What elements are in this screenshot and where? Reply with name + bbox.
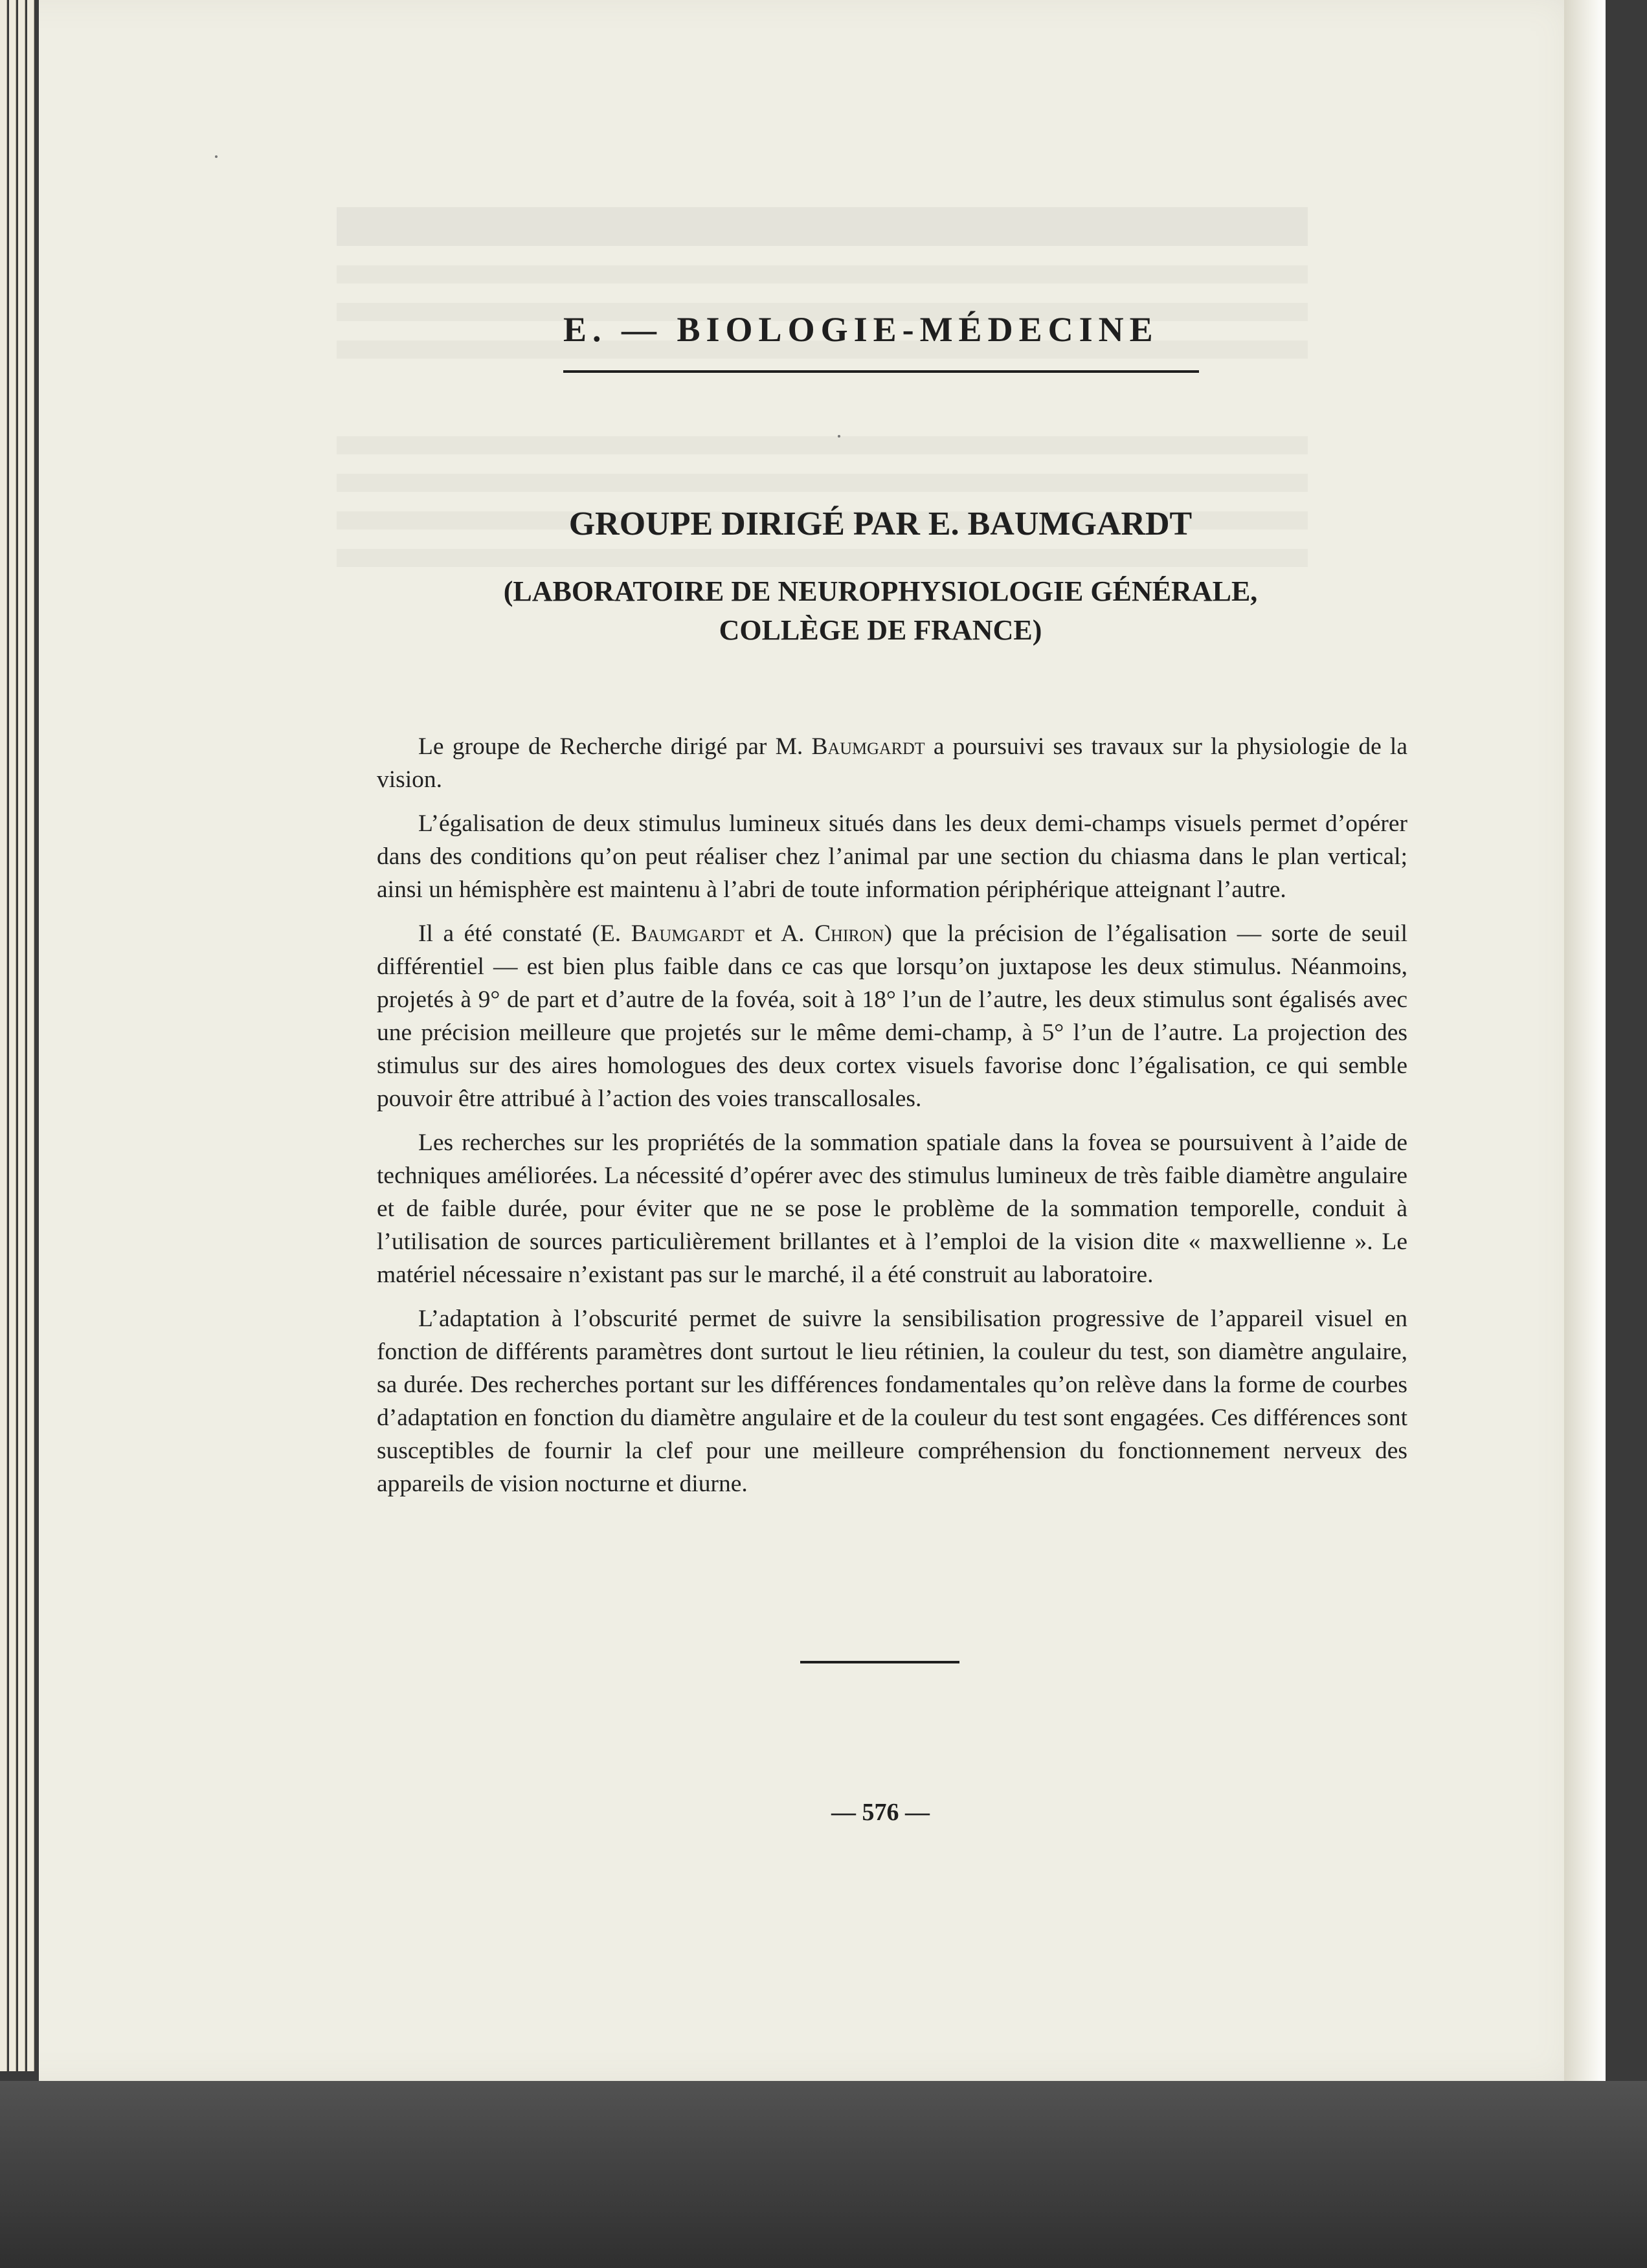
closing-rule bbox=[800, 1661, 959, 1663]
section-heading: E. — BIOLOGIE-MÉDECINE bbox=[563, 310, 1159, 349]
author-name: Baumgardt bbox=[631, 920, 745, 947]
page-edge bbox=[18, 0, 25, 2071]
paragraph-1 bbox=[377, 730, 1407, 796]
paragraph-1-text: Le groupe de Recherche dirigé par M. bbox=[418, 733, 812, 760]
speck bbox=[838, 435, 840, 438]
author-name: Chiron bbox=[814, 920, 884, 947]
laboratory-line-2: COLLÈGE DE FRANCE) bbox=[719, 614, 1042, 646]
page-edge bbox=[0, 0, 7, 2071]
author-name: Baumgardt bbox=[811, 733, 925, 760]
page-edge bbox=[9, 0, 16, 2071]
speck bbox=[215, 155, 218, 158]
paragraph-3-text-end: ) que la précision de l’égalisation — sorte de seuil différentiel — est bien plus faible dans ce cas que lorsqu’on juxtapose les deux stimulus. Néanmoins, projetés à 9° de part et d’autre de la fovéa, soit à 18° l’un de l’autre, les deux stimulus sont égalisés avec une précision meilleure que projetés sur le même demi-champ, à 5° l’un de l’autre. La projection des stimulus sur des aires homologues des deux cortex visuels favorise donc l’égalisation, ce qui semble pouvoir être attribué à l’action des voies transcallosales. bbox=[377, 920, 1407, 1112]
laboratory-line-1: (LABORATOIRE DE NEUROPHYSIOLOGIE GÉNÉRALE, bbox=[503, 575, 1258, 607]
paragraph-3-text: Il a été constaté (E. bbox=[418, 920, 631, 947]
group-title: GROUPE DIRIGÉ PAR E. BAUMGARDT bbox=[568, 506, 1193, 542]
page-number: — 576 — bbox=[831, 1799, 930, 1826]
paragraph-2: L’égalisation de deux stimulus lumineux situés dans les deux demi-champs visuels permet d’opérer dans des conditions qu’on peut réaliser chez l’animal par une section du chiasma dans le plan vertical; ainsi un hémisphère est maintenu à l’abri de toute information périphérique atteignant l’autre. bbox=[377, 810, 1407, 903]
paragraph-4: Les recherches sur les propriétés de la sommation spatiale dans la fovea se poursuivent à l’aide de techniques améliorées. La nécessité d’opérer avec des stimulus lumineux de très faible diamètre angulaire et de faible durée, pour éviter que ne se pose le problème de la sommation temporelle, conduit à l’utilisation de sources particulièrement brillantes et à l’emploi de la vision dite « maxwellienne ». Le matériel nécessaire n’existant pas sur le marché, il a été construit au laboratoire. bbox=[377, 1129, 1407, 1288]
paragraph-5: L’adaptation à l’obscurité permet de suivre la sensibilisation progressive de l’appareil visuel en fonction de différents paramètres dont surtout le lieu rétinien, la couleur du test, son diamètre angulaire, sa durée. Des recherches portant sur les différences fondamentales qu’on relève dans la forme de courbes d’adaptation en fonction du diamètre angulaire et de la couleur du test sont engagées. Ces différences sont susceptibles de fournir la clef pour une meilleure compréhension du fonctionnement nerveux des appareils de vision nocturne et diurne. bbox=[377, 1306, 1407, 1497]
scanner-background bbox=[0, 2081, 1647, 2268]
page-edge bbox=[27, 0, 34, 2071]
body-text bbox=[377, 730, 1407, 1511]
paragraph-3-text-cont: et A. bbox=[744, 920, 815, 947]
paragraph-1-text-cont: a poursuivi ses travaux sur la physiologie de la vision. bbox=[377, 733, 1407, 793]
binding-gutter bbox=[1564, 0, 1606, 2081]
section-underline bbox=[563, 370, 1199, 373]
paragraph-3 bbox=[377, 917, 1407, 1115]
